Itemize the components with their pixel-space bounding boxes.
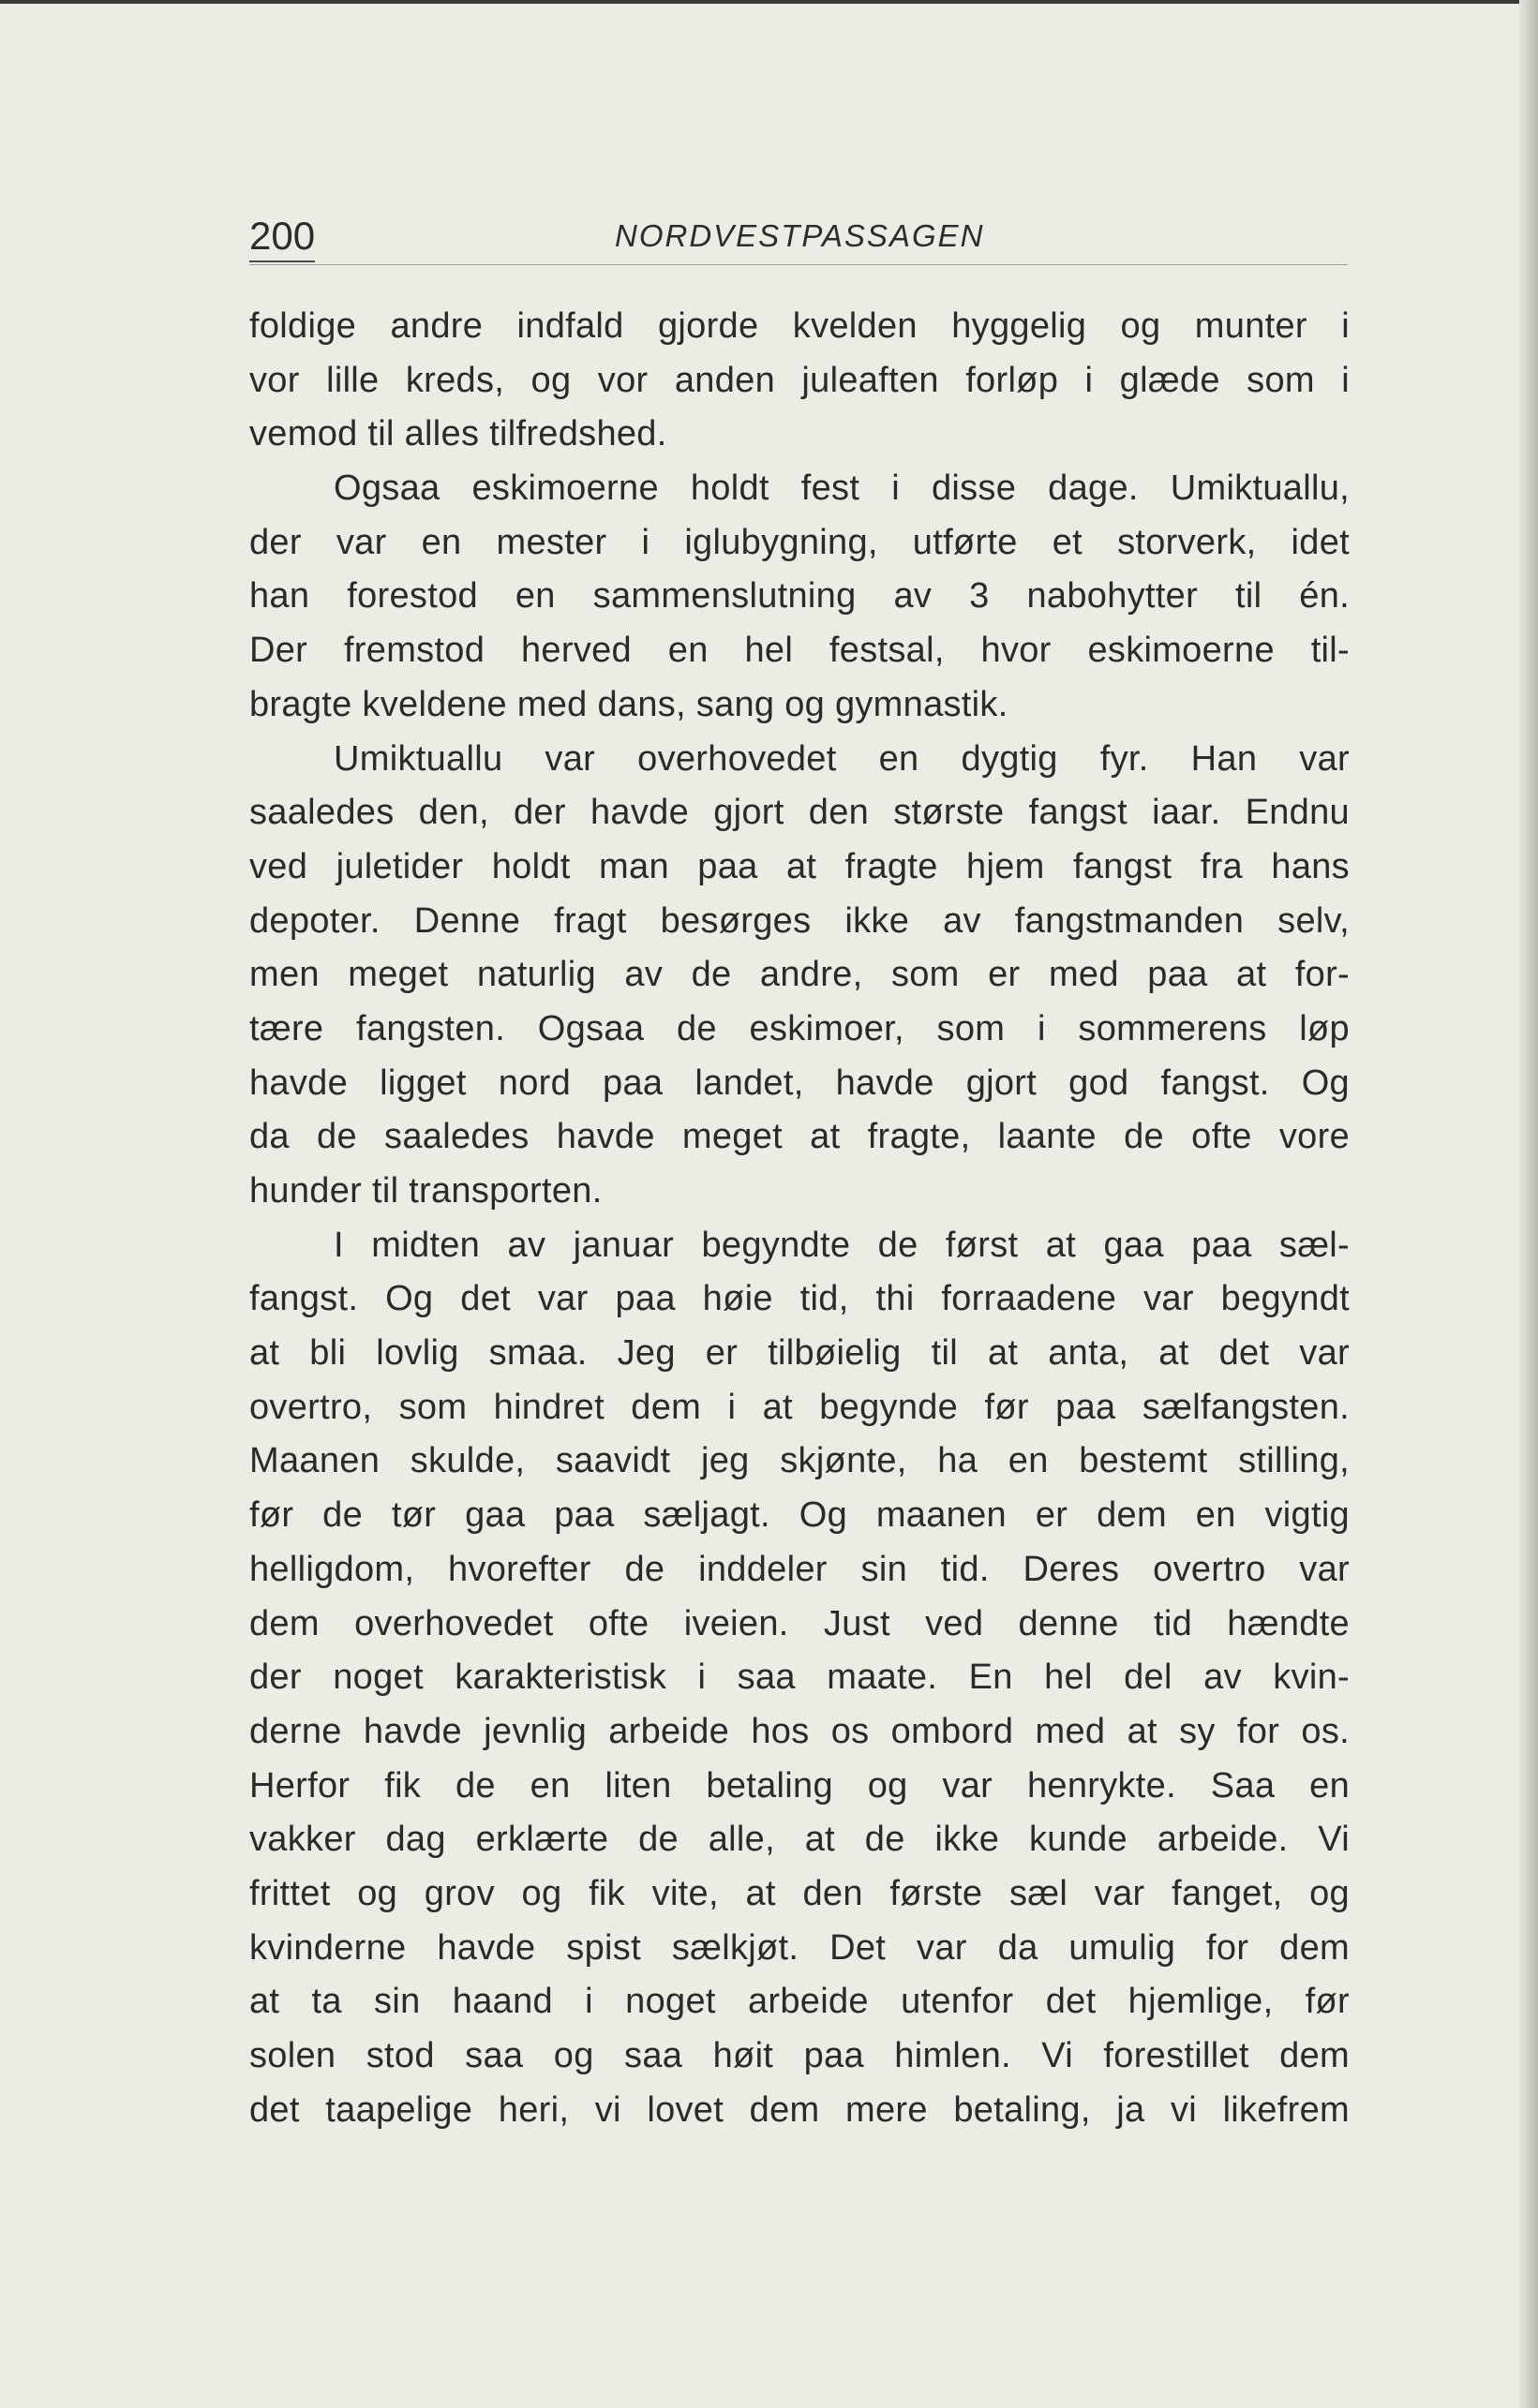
text-line: at bli lovlig smaa. Jeg er tilbøielig til at anta, at det var	[249, 1333, 1350, 1374]
page-number: 200	[249, 214, 315, 262]
text-line: han forestod en sammenslutning av 3 nabohytter til én.	[249, 576, 1350, 617]
text-line: der var en mester i iglubygning, utførte et storverk, idet	[249, 522, 1350, 562]
text-line: ved juletider holdt man paa at fragte hjem fangst fra hans	[249, 846, 1350, 886]
page-top-edge	[0, 0, 1538, 4]
text-line: der noget karakteristisk i saa maate. En hel del av kvin-	[249, 1657, 1350, 1698]
text-line: Herfor fik de en liten betaling og var henrykte. Saa en	[249, 1765, 1350, 1806]
text-line: at ta sin haand i noget arbeide utenfor det hjemlige, før	[249, 1982, 1350, 2022]
text-line: dem overhovedet ofte iveien. Just ved denne tid hændte	[249, 1603, 1350, 1643]
running-title: NORDVESTPASSAGEN	[615, 218, 985, 253]
text-line: Der fremstod herved en hel festsal, hvor eskimoerne til-	[249, 631, 1350, 671]
text-line: saaledes den, der havde gjort den største fangst iaar. Endnu	[249, 793, 1350, 833]
text-line: vor lille kreds, og vor anden juleaften forløp i glæde som i	[249, 360, 1350, 400]
text-line: I midten av januar begyndte de først at gaa paa sæl-	[334, 1225, 1350, 1265]
text-line: det taapelige heri, vi lovet dem mere betaling, ja vi likefrem	[249, 2089, 1350, 2130]
text-line: tære fangsten. Ogsaa de eskimoer, som i sommerens løp	[249, 1008, 1350, 1048]
text-line: solen stod saa og saa høit paa himlen. Vi forestillet dem	[249, 2036, 1350, 2075]
text-line: fangst. Og det var paa høie tid, thi forraadene var begyndt	[249, 1279, 1350, 1319]
text-line: før de tør gaa paa sæljagt. Og maanen er dem en vigtig	[249, 1495, 1350, 1536]
text-line: helligdom, hvorefter de inddeler sin tid. Deres overtro var	[249, 1549, 1350, 1589]
text-line: vemod til alles tilfredshed.	[249, 414, 667, 454]
text-line: foldige andre indfald gjorde kvelden hyggelig og munter i	[249, 306, 1350, 346]
body-text	[249, 300, 1350, 2137]
text-line: hunder til transporten.	[249, 1171, 603, 1211]
text-line: Umiktuallu var overhovedet en dygtig fyr. Han var	[334, 738, 1350, 779]
text-line: frittet og grov og fik vite, at den første sæl var fanget, og	[249, 1873, 1350, 1913]
text-line: men meget naturlig av de andre, som er med paa at for-	[249, 955, 1350, 995]
text-line: Maanen skulde, saavidt jeg skjønte, ha en bestemt stilling,	[249, 1441, 1350, 1481]
page-right-edge	[1519, 0, 1538, 2408]
text-line: havde ligget nord paa landet, havde gjort god fangst. Og	[249, 1063, 1350, 1103]
text-line: kvinderne havde spist sælkjøt. Det var da umulig for dem	[249, 1927, 1350, 1968]
text-line: derne havde jevnlig arbeide hos os ombord med at sy for os.	[249, 1711, 1350, 1751]
text-line: Ogsaa eskimoerne holdt fest i disse dage. Umiktuallu,	[334, 468, 1350, 509]
page-header	[249, 208, 1348, 265]
text-line: overtro, som hindret dem i at begynde før paa sælfangsten.	[249, 1387, 1350, 1427]
text-line: vakker dag erklærte de alle, at de ikke kunde arbeide. Vi	[249, 1820, 1350, 1860]
text-line: depoter. Denne fragt besørges ikke av fangstmanden selv,	[249, 900, 1350, 941]
text-line: bragte kveldene med dans, sang og gymnastik.	[249, 684, 1008, 724]
text-line: da de saaledes havde meget at fragte, laante de ofte vore	[249, 1117, 1350, 1157]
